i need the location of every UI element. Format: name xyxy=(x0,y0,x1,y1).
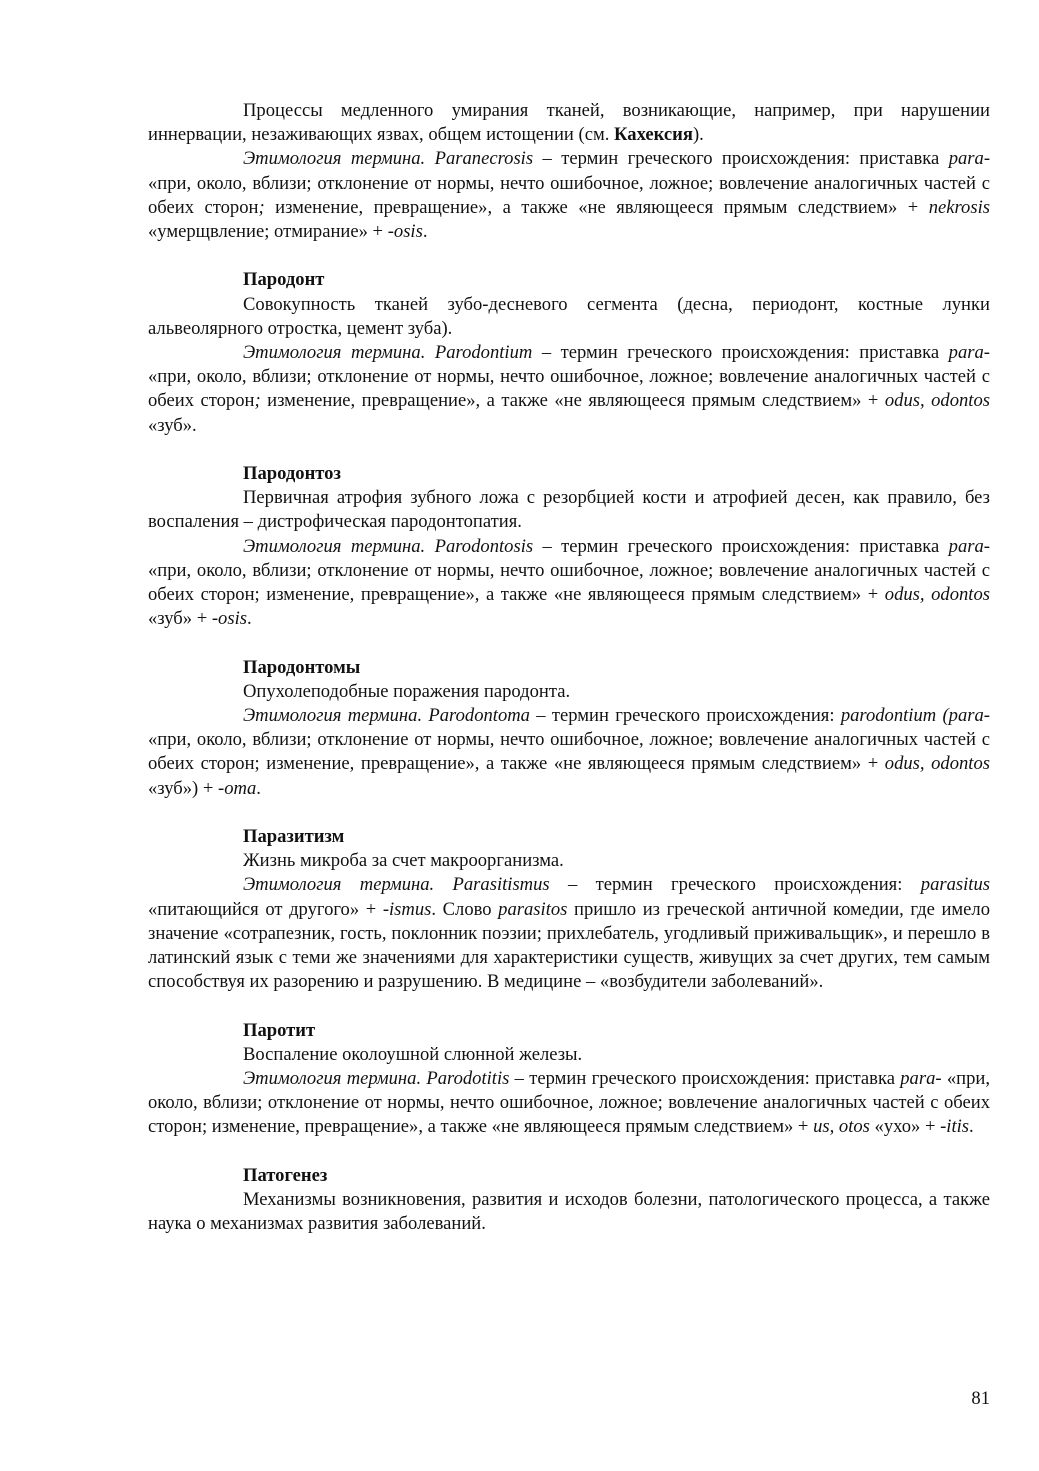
document-page xyxy=(148,99,990,1236)
entry-title: Патогенез xyxy=(243,1164,328,1186)
entry-etymology: Этимология термина. Parodontium – термин греческого происхождения: приставка para- «при, около, вблизи; отклонение от нормы, нечто ошибочное, ложное; вовлечение аналогичных частей с обеих сторон; изменение, превращение», а также «не являющееся прямым следствием» + odus, odontos «зуб». xyxy=(148,342,990,436)
entry-title: Паразитизм xyxy=(243,826,345,848)
spacer xyxy=(148,801,990,825)
spacer xyxy=(148,438,990,462)
entry-definition: Первичная атрофия зубного ложа с резорбцией кости и атрофией десен, как правило, без воспаления – дистрофическая пародонтопатия. xyxy=(148,487,990,533)
intro-etymology: Этимология термина. Paranecrosis – термин греческого происхождения: приставка para- «при, около, вблизи; отклонение от нормы, нечто ошибочное, ложное; вовлечение аналогичных частей с обеих сторон; изменение, превращение», а также «не являющееся прямым следствием» + nekrosis «умерщвление; отмирание» + -osis. xyxy=(148,148,991,243)
entry-definition: Жизнь микроба за счет макроорганизма. xyxy=(243,850,564,872)
entry-etymology: Этимология термина. Parodontoma – термин греческого происхождения: parodontium (para- «при, около, вблизи; отклонение от нормы, нечто ошибочное, ложное; вовлечение аналогичных частей с обеих сторон; изменение, превращение», а также «не являющееся прямым следствием» + odus, odontos «зуб») + -oma. xyxy=(148,705,991,799)
entry-title: Паротит xyxy=(243,1019,316,1041)
spacer xyxy=(148,994,990,1018)
entry-definition: Воспаление околоушной слюнной железы. xyxy=(243,1043,583,1065)
spacer xyxy=(148,631,990,655)
entry-etymology: Этимология термина. Parodontosis – термин греческого происхождения: приставка para- «при, около, вблизи; отклонение от нормы, нечто ошибочное, ложное; вовлечение аналогичных частей с обеих сторон; изменение, превращение», а также «не являющееся прямым следствием» + odus, odontos «зуб» + -osis. xyxy=(148,535,990,630)
entry-title: Пародонт xyxy=(243,269,325,291)
entry-title: Пародонтомы xyxy=(243,656,361,678)
spacer xyxy=(148,1140,990,1164)
spacer xyxy=(148,244,990,268)
entry-etymology: Этимология термина. Parasitismus – термин греческого происхождения: parasitus «питающийся от другого» + -ismus. Слово parasitos пришло из греческой античной комедии, где имело значение «сотрапезник, гость, поклонник поэзии; прихлебатель, угодливый приживальщик», и перешло в латинский язык с теми же значениями для характеристики существ, живущих за счет других, тем самым способствуя их разорению и разрушению. В медицине – «возбудители заболеваний». xyxy=(148,874,990,993)
intro-definition: Процессы медленного умирания тканей, возникающие, например, при нарушении иннервации, незаживающих язвах, общем истощении (см. Кахексия). xyxy=(148,100,990,146)
cross-reference: Кахексия xyxy=(614,124,693,146)
entry-definition: Совокупность тканей зубо-десневого сегмента (десна, периодонт, костные лунки альвеолярного отростка, цемент зуба). xyxy=(148,293,990,339)
entry-title: Пародонтоз xyxy=(243,463,341,485)
entry-definition: Опухолеподобные поражения пародонта. xyxy=(243,680,571,702)
entry-definition: Механизмы возникновения, развития и исходов болезни, патологического процесса, а также наука о механизмах развития заболеваний. xyxy=(148,1189,990,1235)
entry-etymology: Этимология термина. Parodotitis – термин греческого происхождения: приставка para- «при, около, вблизи; отклонение от нормы, нечто ошибочное, ложное; вовлечение аналогичных частей с обеих сторон; изменение, превращение», а также «не являющееся прямым следствием» + us, otos «ухо» + -itis. xyxy=(148,1068,991,1138)
page-number: 81 xyxy=(971,1388,990,1409)
